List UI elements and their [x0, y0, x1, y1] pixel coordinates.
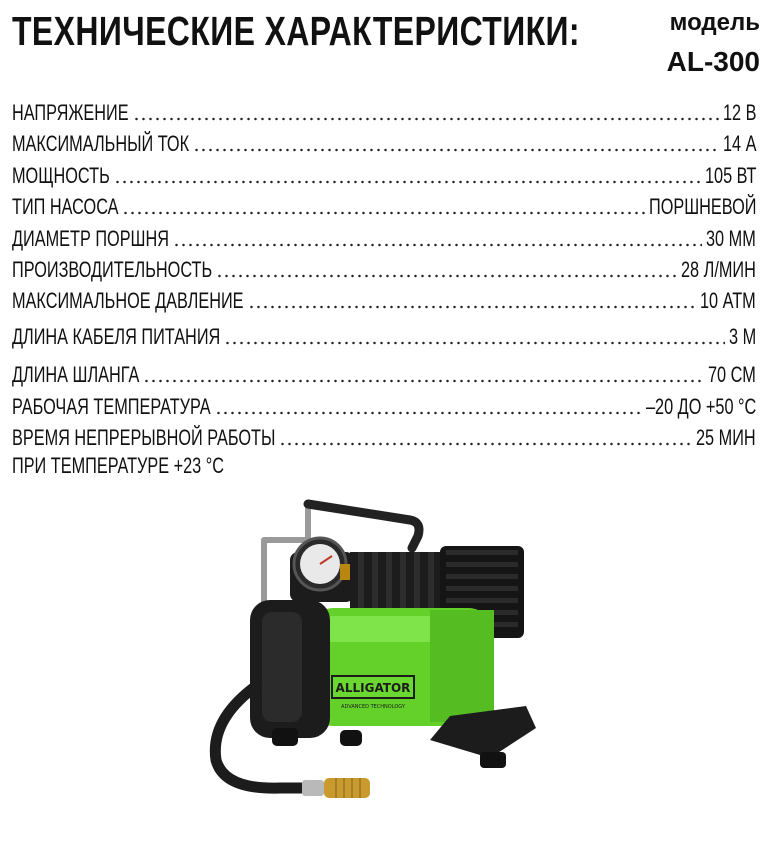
dot-leader — [133, 117, 719, 121]
spec-value: 10 АТМ — [700, 288, 757, 314]
spec-label: МОЩНОСТЬ — [12, 162, 110, 188]
spec-value: ПОРШНЕВОЙ — [648, 194, 757, 220]
page-title: ТЕХНИЧЕСКИЕ ХАРАКТЕРИСТИКИ: — [12, 8, 580, 54]
spec-row — [12, 159, 756, 189]
dot-leader — [248, 305, 697, 309]
spec-label: ПРОИЗВОДИТЕЛЬНОСТЬ — [12, 256, 213, 282]
spec-list — [12, 96, 756, 481]
spec-row — [12, 390, 756, 420]
model-block — [667, 8, 760, 80]
spec-value: 14 А — [722, 131, 757, 157]
dot-leader — [224, 341, 725, 345]
spec-label: ДЛИНА КАБЕЛЯ ПИТАНИЯ — [12, 324, 221, 350]
spec-label: ТИП НАСОСА — [12, 194, 119, 220]
spec-label: ДИАМЕТР ПОРШНЯ — [12, 225, 169, 251]
dot-leader — [279, 442, 692, 446]
spec-label: МАКСИМАЛЬНЫЙ ТОК — [12, 131, 190, 157]
spec-label: МАКСИМАЛЬНОЕ ДАВЛЕНИЕ — [12, 288, 244, 314]
spec-note: ПРИ ТЕМПЕРАТУРЕ +23 °С — [12, 453, 224, 479]
dot-leader — [173, 243, 702, 247]
spec-value: 28 Л/МИН — [681, 256, 757, 282]
spec-label: РАБОЧАЯ ТЕМПЕРАТУРА — [12, 393, 211, 419]
spec-value: 30 ММ — [706, 225, 757, 251]
dot-leader — [216, 274, 677, 278]
spec-row — [12, 96, 756, 126]
spec-value: 12 В — [722, 100, 757, 125]
spec-value: 3 М — [728, 324, 757, 350]
spec-row — [12, 222, 756, 252]
spec-row — [12, 284, 756, 314]
spec-label: ВРЕМЯ НЕПРЕРЫВНОЙ РАБОТЫ — [12, 425, 276, 451]
spec-label: НАПРЯЖЕНИЕ — [12, 100, 129, 125]
spec-value: 105 ВТ — [704, 162, 757, 188]
spec-value: 25 МИН — [696, 425, 757, 451]
dot-leader — [193, 148, 718, 152]
dot-leader — [215, 411, 642, 415]
dot-leader — [143, 379, 704, 383]
spec-row — [12, 320, 756, 350]
spec-label: ДЛИНА ШЛАНГА — [12, 362, 140, 388]
spec-row — [12, 190, 756, 220]
svg-text:ADVANCED TECHNOLOGY: ADVANCED TECHNOLOGY — [341, 704, 405, 710]
model-label: модель — [669, 9, 760, 36]
spec-row — [12, 127, 756, 157]
model-name: AL-300 — [666, 46, 760, 77]
spec-row — [12, 358, 756, 388]
dot-leader — [122, 211, 644, 215]
spec-row — [12, 253, 756, 283]
spec-value: 70 СМ — [708, 362, 757, 388]
brand-logo: ALLIGATOR — [335, 681, 411, 695]
dot-leader — [114, 180, 701, 184]
compressor-image — [190, 490, 560, 830]
spec-value: –20 ДО +50 °С — [645, 393, 757, 419]
spec-row — [12, 421, 756, 451]
